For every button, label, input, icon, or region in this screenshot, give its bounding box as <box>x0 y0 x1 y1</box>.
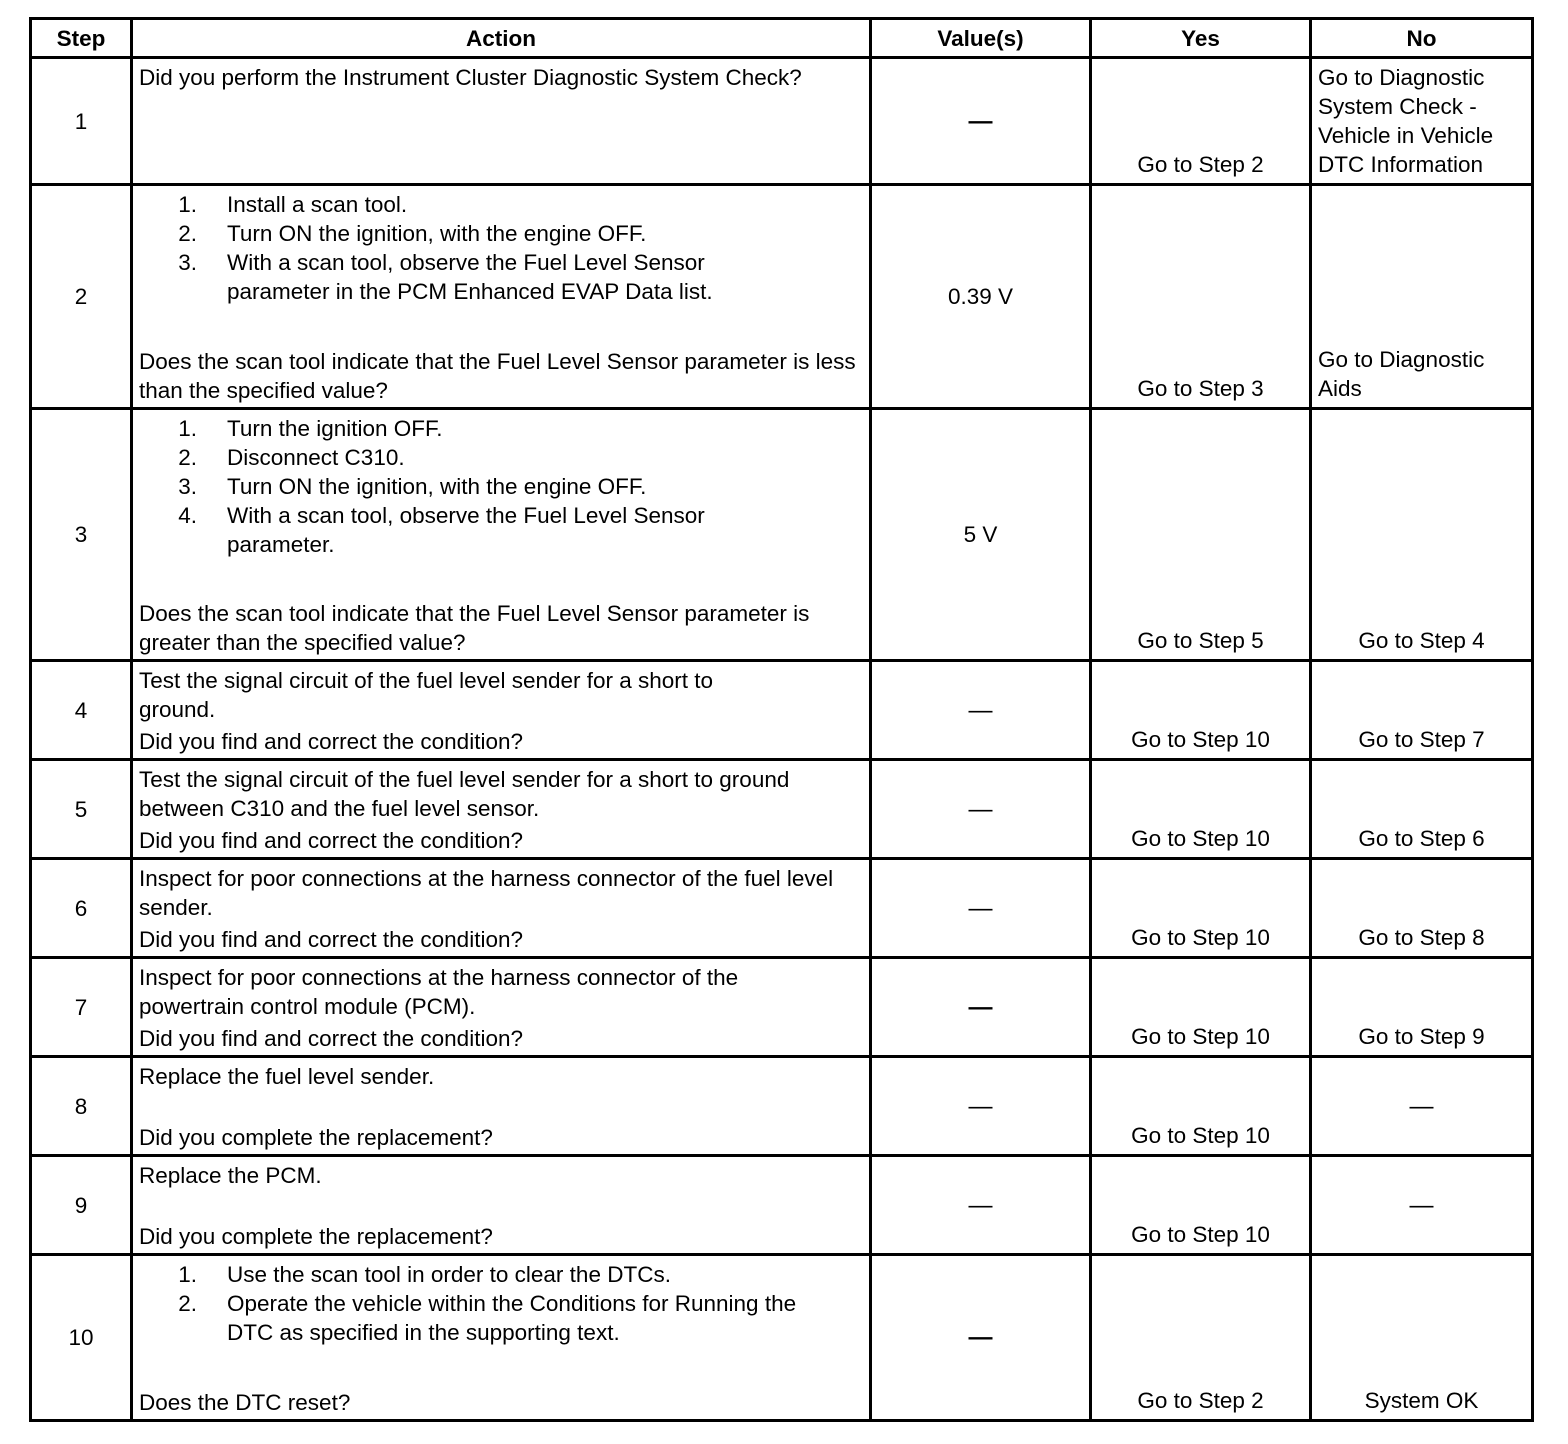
substep-number: 1. <box>178 192 197 217</box>
action-question: Does the scan tool indicate that the Fuel Level Sensor parameter is greater than the specified value? <box>139 601 810 655</box>
action-cell <box>132 1156 871 1255</box>
step-number: 5 <box>31 760 132 859</box>
action-question: Did you complete the replacement? <box>139 1125 493 1150</box>
no-link[interactable]: Go to Step 6 <box>1358 826 1485 851</box>
no-cell <box>1311 958 1533 1057</box>
action-question: Does the DTC reset? <box>139 1390 351 1415</box>
substep-text: Use the scan tool in order to clear the DTCs. <box>227 1262 671 1287</box>
substep <box>139 501 863 559</box>
value-text: — <box>968 894 993 922</box>
step-number: 9 <box>31 1156 132 1255</box>
header-values: Value(s) <box>871 19 1091 58</box>
yes-link[interactable]: Go to Step 3 <box>1137 376 1264 401</box>
value-cell <box>871 58 1091 185</box>
substep <box>139 1289 863 1347</box>
value-text: — <box>968 1191 993 1219</box>
action-text: Test the signal circuit of the fuel level sender for a short to ground between C310 and the fuel level sensor. <box>139 767 790 821</box>
table-row <box>31 1156 1533 1255</box>
action-text: Test the signal circuit of the fuel level sender for a short to ground. <box>139 668 714 722</box>
yes-cell <box>1091 409 1311 661</box>
header-no: No <box>1311 19 1533 58</box>
no-cell <box>1311 1156 1533 1255</box>
table-row <box>31 1255 1533 1421</box>
value-cell <box>871 185 1091 409</box>
no-link[interactable]: Go to Diagnostic System Check - Vehicle in Vehicle DTC Information <box>1318 65 1494 177</box>
value-text: — <box>968 1324 993 1351</box>
table-row <box>31 1057 1533 1156</box>
value-text: — <box>968 1092 993 1120</box>
substep-text: Install a scan tool. <box>227 192 408 217</box>
value-text: — <box>968 795 993 823</box>
substep-number: 4. <box>178 503 197 528</box>
table-row <box>31 185 1533 409</box>
yes-link[interactable]: Go to Step 10 <box>1131 727 1270 752</box>
no-cell <box>1311 1057 1533 1156</box>
substep-number: 2. <box>178 445 197 470</box>
action-cell <box>132 859 871 958</box>
substep-number: 3. <box>178 474 197 499</box>
action-question: Did you find and correct the condition? <box>139 729 523 754</box>
yes-link[interactable]: Go to Step 10 <box>1131 1222 1270 1247</box>
no-link[interactable]: Go to Step 8 <box>1358 925 1485 950</box>
action-cell <box>132 58 871 185</box>
yes-link[interactable]: Go to Step 2 <box>1137 1388 1264 1413</box>
value-cell <box>871 958 1091 1057</box>
value-text: — <box>968 696 993 724</box>
no-cell <box>1311 58 1533 185</box>
table-row <box>31 58 1533 185</box>
yes-link[interactable]: Go to Step 10 <box>1131 1024 1270 1049</box>
step-number: 8 <box>31 1057 132 1156</box>
action-text: Did you perform the Instrument Cluster Diagnostic System Check? <box>139 65 802 90</box>
value-cell <box>871 1255 1091 1421</box>
substep-list <box>139 414 863 559</box>
substep <box>139 414 863 443</box>
action-cell <box>132 1057 871 1156</box>
substep-text: With a scan tool, observe the Fuel Level Sensor parameter. <box>227 503 705 557</box>
table-row <box>31 958 1533 1057</box>
no-link[interactable]: Go to Step 7 <box>1358 727 1485 752</box>
step-number: 4 <box>31 661 132 760</box>
substep <box>139 472 863 501</box>
action-cell <box>132 958 871 1057</box>
value-text: — <box>968 993 993 1021</box>
substep-text: Turn ON the ignition, with the engine OFF. <box>227 221 647 246</box>
step-number: 7 <box>31 958 132 1057</box>
substep-text: Turn ON the ignition, with the engine OFF. <box>227 474 647 499</box>
value-cell <box>871 859 1091 958</box>
substep <box>139 443 863 472</box>
yes-cell <box>1091 760 1311 859</box>
header-row <box>31 19 1533 58</box>
action-question: Did you complete the replacement? <box>139 1224 493 1249</box>
action-text: Replace the PCM. <box>139 1163 322 1188</box>
step-number: 3 <box>31 409 132 661</box>
header-yes: Yes <box>1091 19 1311 58</box>
yes-cell <box>1091 185 1311 409</box>
substep-number: 3. <box>178 250 197 275</box>
no-cell <box>1311 409 1533 661</box>
action-text: Inspect for poor connections at the harness connector of the powertrain control module (PCM). <box>139 965 739 1019</box>
no-cell <box>1311 1255 1533 1421</box>
substep <box>139 190 863 219</box>
substep-number: 1. <box>178 1262 197 1287</box>
table-row <box>31 661 1533 760</box>
no-link[interactable]: Go to Step 4 <box>1358 628 1485 653</box>
yes-link[interactable]: Go to Step 10 <box>1131 826 1270 851</box>
substep-text: Operate the vehicle within the Conditions for Running the DTC as specified in the supporting text. <box>227 1291 797 1345</box>
value-cell <box>871 661 1091 760</box>
substep-text: With a scan tool, observe the Fuel Level Sensor parameter in the PCM Enhanced EVAP Data list. <box>227 250 713 304</box>
yes-cell <box>1091 58 1311 185</box>
substep-list <box>139 190 863 306</box>
step-number: 6 <box>31 859 132 958</box>
value-text: — <box>968 107 993 135</box>
action-cell <box>132 661 871 760</box>
action-cell <box>132 760 871 859</box>
action-question: Did you find and correct the condition? <box>139 1026 523 1051</box>
no-link[interactable]: Go to Step 9 <box>1358 1024 1485 1049</box>
value-cell <box>871 1057 1091 1156</box>
yes-link[interactable]: Go to Step 10 <box>1131 925 1270 950</box>
value-cell <box>871 409 1091 661</box>
substep-number: 2. <box>178 1291 197 1316</box>
action-text: Replace the fuel level sender. <box>139 1064 435 1089</box>
no-link[interactable]: System OK <box>1364 1388 1479 1413</box>
table-row <box>31 409 1533 661</box>
value-cell <box>871 1156 1091 1255</box>
action-cell <box>132 1255 871 1421</box>
no-cell <box>1311 760 1533 859</box>
yes-cell <box>1091 859 1311 958</box>
substep-number: 1. <box>178 416 197 441</box>
step-number: 1 <box>31 58 132 185</box>
yes-cell <box>1091 958 1311 1057</box>
no-link[interactable]: Go to Diagnostic Aids <box>1318 347 1485 401</box>
table-row <box>31 859 1533 958</box>
value-cell <box>871 760 1091 859</box>
no-link: — <box>1409 1092 1434 1120</box>
header-action: Action <box>132 19 871 58</box>
substep <box>139 1260 863 1289</box>
value-text: 0.39 V <box>947 284 1014 309</box>
yes-link[interactable]: Go to Step 10 <box>1131 1123 1270 1148</box>
table-row <box>31 760 1533 859</box>
step-number: 2 <box>31 185 132 409</box>
substep <box>139 248 863 306</box>
substep-number: 2. <box>178 221 197 246</box>
action-cell <box>132 185 871 409</box>
substep-list <box>139 1260 863 1347</box>
substep-text: Turn the ignition OFF. <box>227 416 443 441</box>
header-step: Step <box>31 19 132 58</box>
no-cell <box>1311 859 1533 958</box>
no-cell <box>1311 661 1533 760</box>
yes-cell <box>1091 1156 1311 1255</box>
no-cell <box>1311 185 1533 409</box>
action-text: Inspect for poor connections at the harness connector of the fuel level sender. <box>139 866 834 920</box>
diagnostic-table <box>29 17 1534 1422</box>
action-question: Did you find and correct the condition? <box>139 828 523 853</box>
action-question: Did you find and correct the condition? <box>139 927 523 952</box>
substep-text: Disconnect C310. <box>227 445 405 470</box>
yes-cell <box>1091 1057 1311 1156</box>
step-number: 10 <box>31 1255 132 1421</box>
action-question: Does the scan tool indicate that the Fuel Level Sensor parameter is less than the specified value? <box>139 349 856 403</box>
yes-link[interactable]: Go to Step 2 <box>1137 152 1264 177</box>
yes-link[interactable]: Go to Step 5 <box>1137 628 1264 653</box>
no-link: — <box>1409 1191 1434 1219</box>
yes-cell <box>1091 1255 1311 1421</box>
substep <box>139 219 863 248</box>
action-cell <box>132 409 871 661</box>
yes-cell <box>1091 661 1311 760</box>
value-text: 5 V <box>963 522 998 547</box>
